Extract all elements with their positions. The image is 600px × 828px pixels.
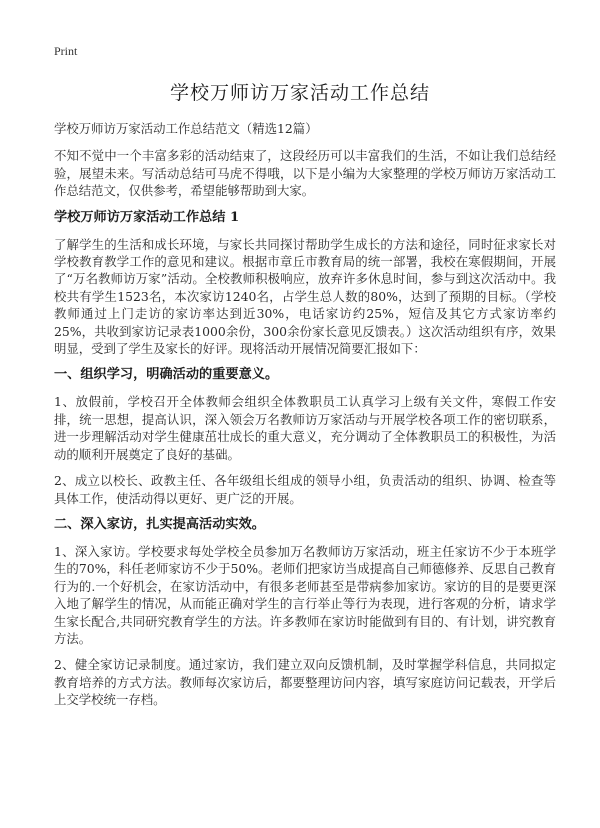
article-body (54, 120, 556, 718)
paragraph-1: 了解学生的生活和成长环境，与家长共同探讨帮助学生成长的方法和途径，同时征求家长对学校教育教学工作的意见和建议。根据市章丘市教育局的统一部署，我校在寒假期间，开展了“万名教师访万家”活动。全校教师积极响应，放弃许多休息时间，参与到这次活动中。我校共有学生1523名，本次家访1240名，占学生总人数的80%，达到了预期的目标。（学校教师通过上门走访的家访率达到近30%，电话家访约25%，短信及其它方式家访率约25%，共收到家访记录表1000余份，300余份家长意见反馈表。）这次活动组织有序，效果明显，受到了学生及家长的好评。现将活动开展情况简要汇报如下： (54, 236, 556, 357)
section-title: 学校万师访万家活动工作总结 1 (54, 209, 240, 225)
article-subtitle: 学校万师访万家活动工作总结范文（精选12篇） (54, 121, 318, 136)
document-title: 学校万师访万家活动工作总结 (169, 82, 430, 104)
paragraph-3: 2、成立以校长、政教主任、各年级组长组成的领导小组，负责活动的组织、协调、检查等具体工作，使活动得以更好、更广泛的开展。 (54, 473, 556, 506)
intro-paragraph: 不知不觉中一个丰富多彩的活动结束了，这段经历可以丰富我们的生活，不如让我们总结经验，展望未来。写活动总结可马虎不得哦，以下是小编为大家整理的学校万师访万家活动工作总结范文，仅供参考，希望能够帮助到大家。 (54, 148, 556, 199)
paragraph-5: 2、健全家访记录制度。通过家访，我们建立双向反馈机制，及时掌握学科信息，共同拟定教育培养的方式方法。教师每次家访后，都要整理访问内容，填写家庭访问记载表，开学后上交学校统一存档。 (54, 657, 556, 708)
heading-1: 一、组织学习，明确活动的重要意义。 (54, 367, 279, 383)
paragraph-2: 1、放假前，学校召开全体教师会组织全体教职员工认真学习上级有关文件，寒假工作安排，统一思想，提高认识，深入领会万名教师访万家活动与开展学校各项工作的密切联系，进一步理解活动对学生健康茁壮成长的重大意义，充分调动了全体教职员工的积极性，为活动的顺利开展奠定了良好的基础。 (54, 394, 556, 462)
heading-2: 二、深入家访，扎实提高活动实效。 (54, 516, 265, 532)
paragraph-4: 1、深入家访。学校要求每处学校全员参加万名教师访万家活动，班主任家访不少于本班学生的70%，科任老师家访不少于50%。老师们把家访当成提高自己师德修养、反思自己教育行为的.一个好机会，在家访活动中，有很多老师甚至是带病参加家访。家访的目的是要更深入地了解学生的情况，从而能正确对学生的言行举止等行为表现，进行客观的分析，请求学生家长配合,共同研究教育学生的方法。许多教师在家访时能做到有目的、有计划，讲究教育方法。 (54, 543, 556, 646)
print-label: Print (54, 44, 78, 58)
